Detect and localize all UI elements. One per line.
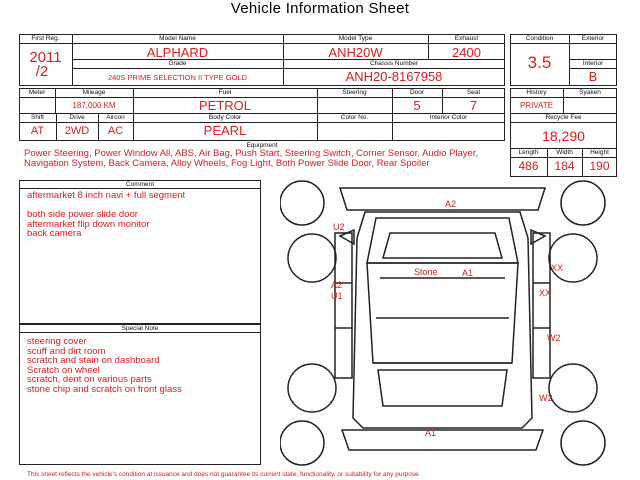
chassis-number-value: ANH20-8167958 xyxy=(345,69,443,84)
special-note-line: stone chip and scratch on front glass xyxy=(27,383,182,395)
seat-value: 7 xyxy=(469,98,478,113)
special-note-line: scuff and dirt room xyxy=(27,345,106,357)
model-type-label: Model Type xyxy=(338,35,373,42)
recycle-fee-value: 18,290 xyxy=(542,128,585,144)
exhaust-label: Exhaust xyxy=(454,35,479,42)
mark-xx-upper: XX xyxy=(551,263,564,273)
first-reg-label: First Reg. xyxy=(31,35,60,42)
comment-label: Comment xyxy=(125,181,155,188)
rear-left-wheel xyxy=(288,364,336,412)
sheet-title: Vehicle Information Sheet xyxy=(230,0,410,17)
mark-stone: Stone xyxy=(414,267,438,277)
mid-right-wheel xyxy=(549,234,597,282)
drive-label: Drive xyxy=(69,114,85,121)
mark-a2-top: A2 xyxy=(445,199,457,209)
drive-value: 2WD xyxy=(64,125,90,137)
exterior-label: Exterior xyxy=(581,35,605,42)
mark-xx-lower: XX xyxy=(539,288,552,298)
equipment-text: Power Steering, Power Window All, ABS, Air Bag, Push Start, Steering Switch, Corner Sensor, Audio Player, Navigation System, Back Camera, Alloy Wheels, Fog Light, Both Power Slide Door, Rear Spoiler xyxy=(24,148,479,169)
length-label: Length xyxy=(518,149,539,156)
comment-text xyxy=(27,191,185,239)
fuel-value: PETROL xyxy=(198,98,251,113)
car-body-outline xyxy=(353,212,532,428)
mileage-value: 187,000 KM xyxy=(72,101,116,110)
fuel-label: Fuel xyxy=(218,89,232,96)
syaken-label: Syaken xyxy=(579,89,601,96)
rear-bumper xyxy=(342,430,543,450)
special-note-line: scratch and stain on dashboard xyxy=(27,355,160,366)
steering-label: Steering xyxy=(342,89,367,96)
width-label: Width xyxy=(556,149,573,156)
body-color-label: Body Color xyxy=(208,114,242,121)
comment-line: both side power slide door xyxy=(27,209,138,220)
body-color-value: PEARL xyxy=(203,123,247,138)
front-left-wheel xyxy=(280,181,324,225)
interior-label: Interior xyxy=(582,60,604,67)
grade-value: 240S PRIME SELECTION II TYPE GOLD xyxy=(107,73,248,82)
condition-label: Condition xyxy=(525,35,554,42)
height-value: 190 xyxy=(589,159,610,173)
shift-label: Shift xyxy=(30,114,44,121)
recycle-fee-label: Recycle Fee xyxy=(545,114,582,121)
mark-w2-upper: W2 xyxy=(547,333,561,343)
spare-left-wheel xyxy=(280,421,324,465)
model-type-value: ANH20W xyxy=(328,45,383,60)
chassis-number-label: Chassis Number xyxy=(369,60,419,67)
special-note-label: Special Note xyxy=(121,325,159,332)
seat-label: Seat xyxy=(466,89,481,96)
first-reg-year: 2011 xyxy=(29,49,62,66)
interior-value: B xyxy=(588,69,598,84)
special-note-text xyxy=(27,337,182,394)
front-right-wheel xyxy=(561,181,605,225)
right-doors xyxy=(533,233,550,378)
special-note-line: Scratch on wheel xyxy=(27,364,100,376)
mark-u2: U2 xyxy=(333,222,345,232)
aircon-value: AC xyxy=(107,125,124,137)
exhaust-value: 2400 xyxy=(452,45,481,60)
disclaimer-footer: This sheet reflects the vehicle's condition at issuance and does not guarantee its current state, functionality, or suitability for any purpose xyxy=(27,471,419,478)
comment-line: aftermarket 8 inch navi + full segment xyxy=(27,190,186,201)
history-value: PRIVATE xyxy=(519,101,554,110)
comment-line: back camera xyxy=(27,228,82,239)
mileage-label: Mileage xyxy=(82,89,106,96)
windshield xyxy=(367,218,518,263)
width-value: 184 xyxy=(554,159,575,173)
mark-w2-lower: W2 xyxy=(539,393,553,403)
mark-a1-bottom: A1 xyxy=(425,428,437,438)
shift-value: AT xyxy=(30,125,45,137)
rear-window xyxy=(378,370,507,406)
first-reg-month: /2 xyxy=(35,63,49,80)
model-name-value: ALPHARD xyxy=(146,45,209,60)
door-label: Door xyxy=(409,89,425,96)
length-value: 486 xyxy=(518,159,539,173)
model-name-label: Model Name xyxy=(159,35,196,42)
meter-label: Meter xyxy=(28,89,46,96)
spare-right-wheel xyxy=(561,421,605,465)
mark-u1: U1 xyxy=(331,291,343,301)
door-value: 5 xyxy=(413,98,421,113)
rear-right-wheel xyxy=(549,364,597,412)
special-note-line: scratch, dent on various parts xyxy=(27,374,152,385)
mark-a1-mid: A1 xyxy=(462,268,474,278)
car-damage-diagram xyxy=(280,178,625,468)
mark-a2-left: A2 xyxy=(331,280,343,290)
height-label: Height xyxy=(590,149,609,156)
left-doors xyxy=(335,233,352,378)
grade-label: Grade xyxy=(168,60,187,67)
comment-line: aftermarket flip down monitor xyxy=(27,218,150,230)
condition-value: 3.5 xyxy=(527,53,552,72)
special-note-line: steering cover xyxy=(27,336,87,347)
aircon-label: Aircon xyxy=(106,114,125,121)
color-no-label: Color No. xyxy=(340,114,369,121)
mid-left-wheel xyxy=(288,234,336,282)
front-bumper xyxy=(340,188,545,210)
interior-color-label: Interior Color xyxy=(429,114,468,121)
history-label: History xyxy=(526,89,547,96)
equipment-label: Equipment xyxy=(246,142,278,149)
front-hood xyxy=(383,233,502,258)
